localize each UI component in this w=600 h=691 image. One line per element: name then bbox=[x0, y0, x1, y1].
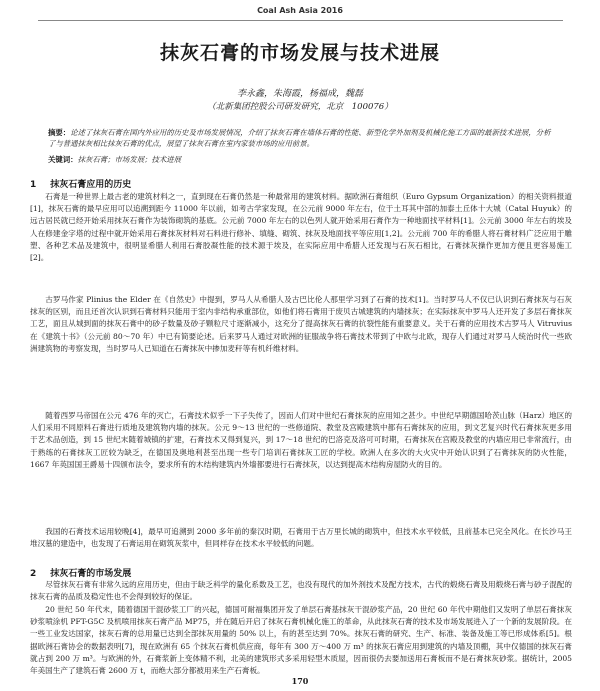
body-paragraph: 随着西罗马帝国在公元 476 年的灭亡，石膏技术似乎一下子失传了，因而人们对中世纪石膏抹灰的应用知之甚少。中世纪早期德国哈茨山脉（Harz）地区的人们采用不同原料石膏进行质地及建筑物内墙的抹灰。公元 9～13 世纪的一些修道院、教堂及宫殿建筑中都有石膏抹灰的应用，到文艺复兴时代石膏抹灰更多用于艺术品创造，到 15 世纪末随着城镇的扩建，石膏技术又得到复兴，到 17～18 世纪的巴洛克及洛可可时期，石膏抹灰在宫殿及教堂的内墙应用已非常流行，由于熟练的石膏抹灰工匠较为缺乏，在德国及奥地利甚至出现一些专门培训石膏抹灰工匠的学校。欧洲人在多次的大火灾中开始认识到了石膏抹灰的防火性能，1667 年英国国王爵易十四颁布法令，要求所有的木结构建筑内外墙都要进行石膏抹灰，以达到提高木结构房屋防火的目的。 bbox=[30, 411, 572, 469]
keywords-text: 抹灰石膏；市场发展；技术进展 bbox=[77, 155, 182, 164]
abstract-label: 摘要： bbox=[48, 128, 71, 137]
body-paragraph: 尽管抹灰石膏有非常久远的应用历史，但由于缺乏科学的量化系数及工艺，也没有现代的加外剂技术及配方技术，古代的煅烧石膏及用煅烧石膏与砂子混配的抹灰石膏的品质及稳定性也不会得到较好的保证。 bbox=[30, 580, 572, 602]
section-number: 1 bbox=[30, 180, 37, 190]
section-title: 抹灰石膏的市场发展 bbox=[50, 569, 132, 579]
page-number: 170 bbox=[291, 676, 309, 686]
body-paragraph: 我国的石膏技术运用较晚[4]，最早可追溯到 2000 多年前的秦汉时期，石膏用于古万里长城的砌筑中，但技术水平较低，且前基本已完全风化。在长沙马王堆汉墓的建造中，也发现了石膏运用在砌筑灰浆中，但同样存在技术水平较低的问题。 bbox=[30, 527, 572, 549]
body-paragraph: 古罗马作家 Plinius the Elder 在《自然史》中提到，罗马人从希腊人及古巴比伦人那里学习到了石膏的技术[1]。当时罗马人不仅已认识到石膏抹灰与石灰抹灰的区别，而且还首次认识到石膏材料只能用于室内非结构承重部位，如他们将石膏用于废贝古城建筑的内墙抹灰；在实际抹灰中罗马人还开发了多层石膏抹灰工艺，面且从城到面的抹灰石膏中的砂子数量及砂子颗粒尺寸逐渐减小，这充分了提高抹灰石膏的抗裂性能有重要意义。关于石膏的应用技术古罗马人 Vitruvius 在《建筑十书》（公元前 80～70 年）中已有简要论述。后来罗马人通过对欧洲的征服战争将石膏技术带到了中欧与北欧，现存人们通过对罗马人统治时代一些欧洲建筑物的考察发现，当时罗马人已知道在石膏抹灰中掺加麦秆等有机纤维材料。 bbox=[30, 295, 572, 353]
keywords-label: 关键词： bbox=[48, 155, 78, 164]
author-affiliation: （北新集团控股公司研发研究，北京 100076） bbox=[207, 102, 393, 112]
keywords bbox=[48, 154, 553, 165]
author-list: 李永鑫，朱海霞，杨福成，魏磊 bbox=[236, 89, 363, 99]
body-paragraph: 20 世纪 50 年代末，随着德国干混砂浆工厂的兴起，德国可耐福集团开发了单层石膏基抹灰干混砂浆产品，20 世纪 60 年代中期他们又发明了单层石膏抹灰砂浆喷涂机 PFT-G5C 及机喷用抹灰石膏产品 MP75，并在随后开启了抹灰石膏机械化施工的革命，从此抹灰石膏的技术及市场发展进入了一个新的发展阶段。在一些工业发达国家，抹灰石膏的总用量已达到全部抹灰用量的 50% 以上，有的甚至达到 70%。抹灰石膏的研究、生产、标准、装备及施工等已形成体系[5]。根据欧洲石膏协会的数据表明[7]，现在欧洲有 65 个抹灰石膏机供应商，每年有 300 万～400 万 m³ 的抹灰石膏应用到建筑的内墙及顶棚，其中仅德国的抹灰石膏就占到 200 万 m³。与欧洲的外，石膏浆新上变体精不利，北美的建筑形式多采用轻型木质屋，因而很仍去要加送用石膏板而不是石膏抹灰砂浆。据统计，2005 年美国生产了建筑石膏 2600 万 t，而绝大部分都被用来生产石膏板。 bbox=[30, 605, 572, 676]
abstract-text: 论述了抹灰石膏在国内外应用的历史及市场发展情况，介绍了抹灰石膏在墙体石膏的性能、新型化学外加剂及机械化施工方面的最新技术进展，分析了与普通抹灰相比抹灰石膏的优点，展望了抹灰石膏在室内家装市场的应用前景。 bbox=[48, 128, 551, 148]
section-heading-1 bbox=[30, 177, 570, 190]
section-title: 抹灰石膏应用的历史 bbox=[50, 180, 132, 190]
header-rule bbox=[38, 20, 563, 21]
section-heading-2 bbox=[30, 566, 570, 579]
section-number: 2 bbox=[30, 569, 37, 579]
body-paragraph: 石膏是一种世界上最古老的建筑材料之一，直到现在石膏仍然是一种最常用的建筑材料。据欧洲石膏组织（Euro Gypsum Organization）的相关资料报道[1]，抹灰石膏的最早应用可以追溯到距今 11000 年以前，如考古学家发现，在公元前 9000 年左右，位于土耳其中部的加泰土丘体十大城（Catal Huyuk）的远古居民就已经开始采用抹灰石膏作为装饰砌筑的基底。公元前 7000 年左右的以色列人就开始采用石膏作为一种地面找平材料[1]。公元前 3000 年左右的埃及人在修建金字塔的过程中就开始采用石膏抹灰材料对石料进行修补、填缝、砌筑、抹灰及地面找平等应用[1,2]。公元前 700 年的希腊人将石膏材料广泛应用于雕塑、各种艺术品及建筑中，很明显希腊人利用石膏胶凝性能的技术源于埃及，在实际应用中希腊人还发现与石灰石相比，石膏抹灰操作更加方便且更容易施工[2]。 bbox=[30, 192, 572, 263]
running-header: Coal Ash Asia 2016 bbox=[257, 6, 343, 15]
abstract bbox=[48, 127, 553, 149]
article-title: 抹灰石膏的市场发展与技术进展 bbox=[159, 42, 440, 64]
